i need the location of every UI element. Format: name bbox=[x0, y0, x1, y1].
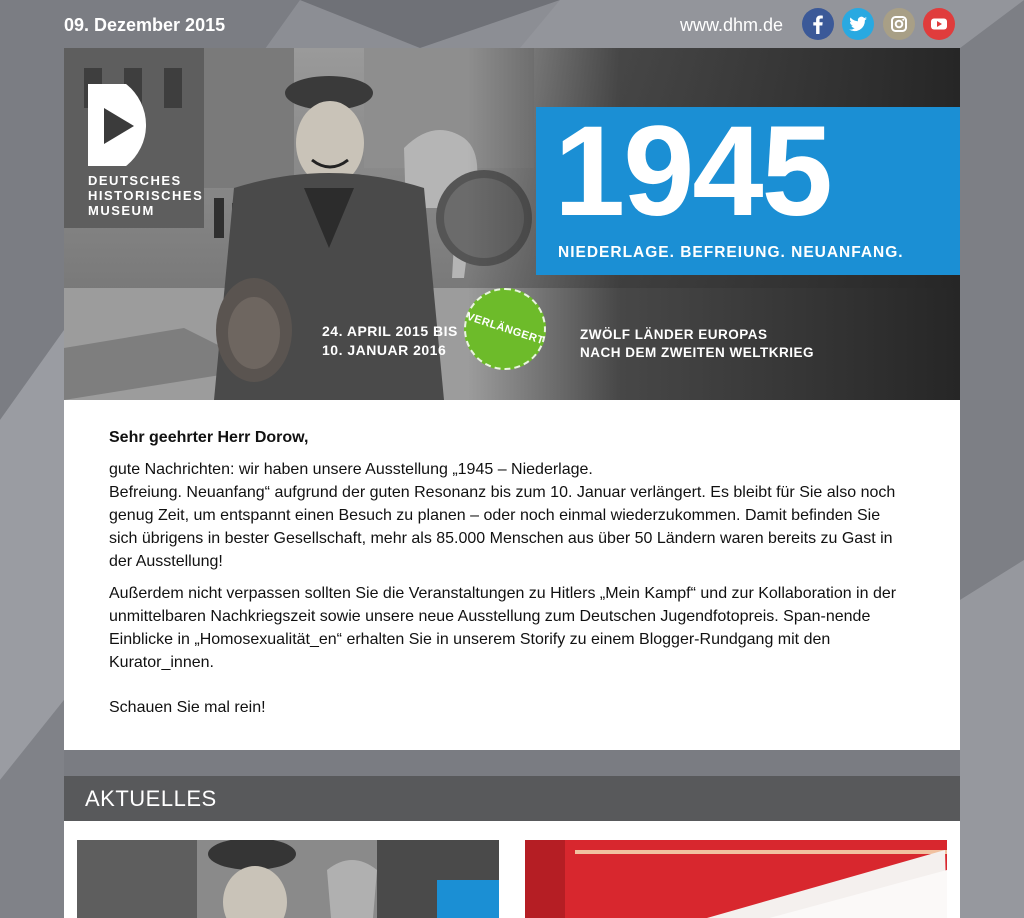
museum-logo-text bbox=[88, 173, 203, 218]
badge-label: VERLÄNGERT bbox=[464, 310, 546, 348]
letter-body bbox=[64, 400, 960, 750]
paragraph-news bbox=[109, 458, 909, 573]
news-card-image[interactable] bbox=[77, 840, 499, 918]
twitter-icon[interactable] bbox=[842, 8, 874, 40]
greeting: Sehr geehrter Herr Dorow, bbox=[109, 429, 309, 446]
news-card-image[interactable] bbox=[525, 840, 947, 918]
logo-line: DEUTSCHES bbox=[88, 173, 182, 188]
section-title: AKTUELLES bbox=[85, 786, 217, 811]
paragraph-events: Außerdem nicht verpassen sollten Sie die Veranstaltungen zu Hitlers „Mein Kampf“ und zur Kollaboration in der unmittelbaren Nachkriegszeit sowie unsere neue Ausstellung zum Deutschen Jugendfotopreis. Span-nende Einblicke in „Homosexualität_en“ erhalten Sie in unserem Storify zu einem Blogger-Rundgang mit den Kurator_innen. bbox=[109, 585, 897, 671]
exhibition-tagline bbox=[580, 326, 814, 362]
newsletter-date: 09. Dezember 2015 bbox=[64, 15, 226, 35]
hero-banner[interactable] bbox=[64, 48, 960, 400]
paragraph-news-first-line: gute Nachrichten: wir haben unsere Ausstellung „1945 – Niederlage. bbox=[109, 461, 593, 478]
tagline-line: NACH DEM ZWEITEN WELTKRIEG bbox=[580, 345, 814, 360]
top-bar bbox=[0, 0, 1024, 48]
exhibition-year: 1945 bbox=[554, 100, 831, 243]
instagram-icon[interactable] bbox=[883, 8, 915, 40]
news-image-book bbox=[525, 840, 947, 918]
date-end: 10. JANUAR 2016 bbox=[322, 342, 447, 358]
youtube-icon[interactable] bbox=[923, 8, 955, 40]
exhibition-dates bbox=[322, 322, 458, 360]
section-header bbox=[64, 776, 960, 821]
exhibition-subtitle: NIEDERLAGE. BEFREIUNG. NEUANFANG. bbox=[558, 244, 904, 261]
paragraph-news-rest: Befreiung. Neuanfang“ aufgrund der guten Resonanz bis zum 10. Januar verlängert. Es bleibt für Sie also noch genug Zeit, um entspannt einen Besuch zu planen – oder noch einmal wiederzukommen. Damit befinden Sie sich übrigens in bester Gesellschaft, mehr als 85.000 Menschen aus über 50 Ländern waren bereits zu Gast in der Ausstellung! bbox=[109, 484, 896, 570]
news-image-soldier bbox=[77, 840, 499, 918]
news-section bbox=[64, 776, 960, 918]
facebook-icon[interactable] bbox=[802, 8, 834, 40]
closing-line: Schauen Sie mal rein! bbox=[109, 699, 266, 716]
extended-badge bbox=[464, 288, 546, 370]
website-link[interactable]: www.dhm.de bbox=[680, 15, 784, 35]
date-start: 24. APRIL 2015 BIS bbox=[322, 323, 458, 339]
tagline-line: ZWÖLF LÄNDER EUROPAS bbox=[580, 327, 768, 342]
logo-line: MUSEUM bbox=[88, 203, 155, 218]
logo-line: HISTORISCHES bbox=[88, 188, 204, 203]
